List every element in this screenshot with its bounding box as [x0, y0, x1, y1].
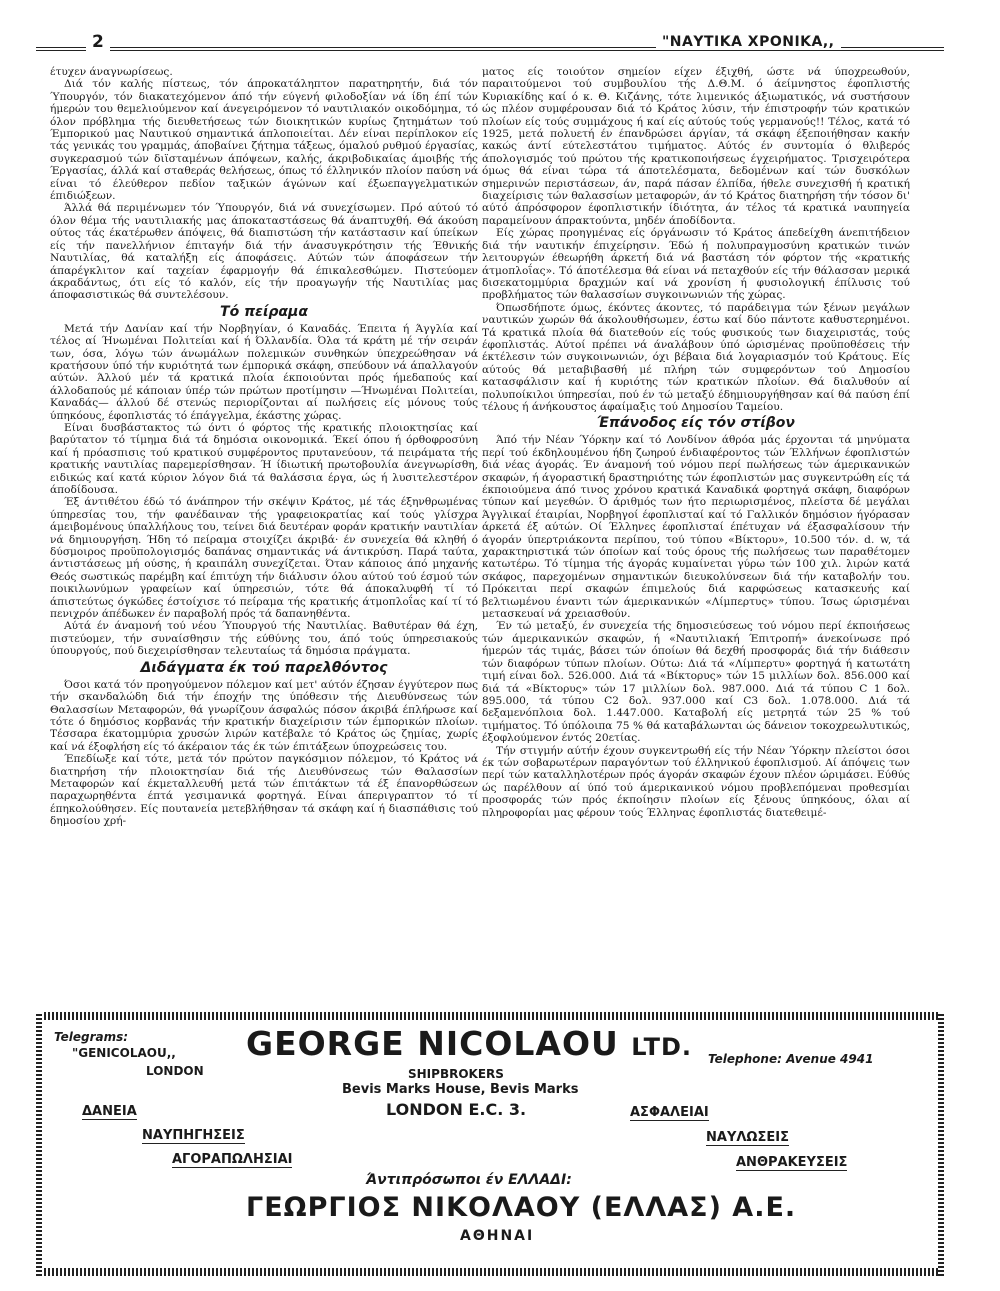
paragraph: Είναι δυσβάστακτος τώ όντι ό φόρτος τής κρατικής πλοιοκτησίας καί βαρύτατον τό τίμημα διά τά δημόσια οικονομικά. Έκεί όπου ή όρθοφροσύνη καί ή πρόασπισις τού κρατικού συμφέροντος πρυτανεύουν, τά πειράματα τής κρατικής ναυτιλίας παρεμερίσθησαν. Ή ίδιωτική πρωτοβουλία άνεγνωρίσθη, ειδικώς καί κατά κύριον λόγον διά τά θαλάσσια έργα, ώς ή λυσιτελεστέρον άποδίδουσα. [50, 421, 478, 496]
service-right: ΑΣΦΑΛΕΙΑΙ [630, 1105, 709, 1120]
paragraph: Μετά τήν Δανίαν καί τήν Νορβηγίαν, ό Καναδάς. Έπειτα ή Άγγλία καί τέλος αί Ήνωμέναι Πολιτείαι καί ή Όλλανδία. Όλα τά κράτη μέ τήν σειράν των, όσα, λόγω τών άνωμάλων πολεμικών συνθηκών ύπεχρεώθησαν νά κρατήσουν ύπό τήν κυριότητά των έμπορικά σκάφη, σπεύδουν νά άπαλλαγούν αύτών. Άλλού μέν τά κρατικά πλοία έκποιούνται πρός ήμεδαπούς καί άλλοδαπούς μέ κάποιαν ύπέρ τών πρώτων προτίμησιν —Ήνωμέναι Πολιτείαι, Καναδάς— άλλού δέ στενώς περιορίζονται αί πωλήσεις είς μόνους τούς ύπηκόους, έφοπλιστάς τό έπάγγελμα, έκάστης χώρας. [50, 322, 478, 422]
service-right: ΝΑΥΛΩΣΕΙΣ [706, 1130, 789, 1145]
left-column [50, 66, 478, 1006]
representatives-label: Άντιπρόσωποι έν ΕΛΛΑΔΙ: [366, 1172, 572, 1188]
right-column [482, 66, 910, 1006]
greek-company-name: ΓΕΩΡΓΙΟΣ ΝΙΚΟΛΑΟΥ (ΕΛΛΑΣ) Α.Ε. [246, 1192, 797, 1223]
company-name [246, 1024, 692, 1063]
company-name-text: GEORGE NICOLAOU [246, 1024, 619, 1063]
company-address: Bevis Marks House, Bevis Marks [342, 1082, 579, 1097]
paragraph: Έπεδίωξε καί τότε, μετά τόν πρώτον παγκόσμιον πόλεμον, τό Κράτος νά διατηρήση τήν πλοιοκτησίαν διά τής Διευθύνσεως τών Θαλασσίων Μεταφορών καί έκμεταλλευθή μετά τών έπιτάκτων τά έξ έπανορθώσεων παραχωρηθέντα έπτά γεσιμανικά φορτηγά. Είναι άπεριγραπτον τό τί έπηκολούθησεν. Είς πουτανεία μετεβλήθησαν τά σκάφη καί ή διασπάθισις τού δημοσίου χρή- [50, 753, 478, 828]
advertisement [36, 1012, 944, 1282]
paragraph: Άπό τήν Νέαν Ύόρκην καί τό Λονδίνον άθρόα μάς έρχονται τά μηνύματα περί τού έκδηλουμένου ήδη ζωηρού ένδιαφέροντος τών Έλλήνων έφοπλιστών διά νέας άγοράς. Έν άναμονή τού νόμου περί πωλήσεως τών άμερικανικών σκαφών, ή άγοραστική δραστηριότης τών έφοπλιστών μας συγκεντρώθη είς τά έκποιούμενα άπό τινος χρόνου κρατικά Καναδικά φορτηγά σκάφη, διαφόρων τύπων καί μεγεθών. Ό άριθμός των ήτο περιωρισμένος, πλείστα δέ μεγάλαι Άγγλικαί έταιρίαι, Νορβηγοί έφοπλισταί καί τό Γαλλικόν δημόσιον ήγόρασαν άρκετά έξ αύτών. Οί Έλληνες έφοπλισταί έπέτυχαν νά έξασφαλίσουν τήν άγοράν ύπερτριάκοντα περίπου, τού τύπου «Βίκτορυ», 10.500 τόν. d. w, τά χαρακτηριστικά τών όποίων καί τούς όρους τής πωλήσεως των παραθέτομεν κατωτέρω. Τό τίμημα τής άγοράς κυμαίνεται γύρω τών 100 χιλ. λιρών κατά σκάφος, παρεχομένων σημαντικών διευκολύνσεων διά τήν καταβολήν του. Πρόκειται περί σκαφών έπιμελούς διά καρφώσεως κατασκευής καί βελτιωμένου έναντι τών άμερικανικών «Λίμπερτυς» τύπου. Ίσως ώρισμέναι μετασκευαί νά χρειασθούν. [482, 434, 910, 621]
paragraph: Αύτά έν άναμονή τού νέου Ύπουργού τής Ναυτιλίας. Βαθυτέραν θά έχη, πιστεύομεν, τήν συναίσθησιν τής εύθύνης του, άπό τούς ύπηρεσιακούς ύπουργούς, πού διεχειρίσθησαν τελευταίως τά δημόσια πράγματα. [50, 620, 478, 658]
service-left: ΑΓΟΡΑΠΩΛΗΣΙΑΙ [172, 1152, 293, 1167]
telegrams-city: LONDON [146, 1064, 204, 1078]
paragraph: Είς χώρας προηγμένας είς όργάνωσιν τό Κράτος άπεδείχθη άνεπιτήδειον διά τήν ναυτικήν έπιχείρησιν. Έδώ ή πολυπραγμοσύνη κρατικών τινών λειτουργών έθεωρήθη άρκετή διά νά βαστάση τόν φόρτον τής «κρατικής άτμοπλοΐας». Τό άποτέλεσμα θά είναι νά πεταχθούν είς τήν θάλασσαν μερικά δισεκατομμύρια δραχμών καί νά χρονίση ή φυσιολογική έπίλυσις τού προβλήματος τών θαλασσίων συγκοινωνιών τής χώρας. [482, 227, 910, 302]
paragraph: Όπωσδήποτε όμως, έκόντες άκοντες, τό παράδειγμα τών ξένων μεγάλων ναυτικών χωρών θά άκολουθήσωμεν, έστω καί δύο πάντοτε καθυστερημένοι. Τά κρατικά πλοία θά διατεθούν είς τούς φυσικούς των διαχειριστάς, τούς έφοπλιστάς. Αύτοί πρέπει νά άναλάβουν ύπό ώρισμένας προϋποθέσεις τήν έκτέλεσιν τών συγκοινωνιών, όχι βέβαια διά λογαριασμόν τού Κράτους. Είς αύτούς θά μεταβιβασθή μέ πλήρη τών συμφερόντων τού Δημοσίου κατασφάλισιν καί ή κυριότης τών κρατικών πλοίων. Θά διαλυθούν αί πολυποίκιλοι ύπηρεσίαι, πού έν τώ μεταξύ έδημιουργήθησαν καί θά παύση έπί τέλους ή άνήκουστος άφαίμαξις τού Δημοσίου Ταμείου. [482, 301, 910, 413]
service-right: ΑΝΘΡΑΚΕΥΣΕΙΣ [736, 1155, 848, 1170]
greek-company-city: ΑΘΗΝΑΙ [460, 1228, 535, 1244]
page-number: 2 [86, 32, 110, 52]
business-type: SHIPBROKERS [408, 1067, 504, 1081]
ad-border [938, 1012, 944, 1276]
service-left: ΝΑΥΠΗΓΗΣΕΙΣ [142, 1128, 245, 1143]
paragraph: Διά τόν καλής πίστεως, τόν άπροκατάληπτον παρατηρητήν, διά τόν Ύπουργόν, τόν διακατεχόμενον άπό τήν εύγενή φιλοδοξίαν νά ίδη έπί τών ήμερών του θεμελιούμενον καί άνεγειρόμενον τό ναυτιλιακόν οικοδόμημα, τό όλον πρόβλημα τής διευθετήσεως τών διοικητικών κυρίως ζητημάτων τού Έμπορικού μας Ναυτικού σημαντικά άπλοποιείται. Δέν είναι περίπλοκον είς τάς γενικάς του γραμμάς, άποβαίνει ζήτημα τάξεως, όμαλού ρυθμού έργασίας, συγκερασμού τών διϊσταμένων άπόψεων, καλής, άκριβοδικαίας άμοιβής τής Έργασίας, άλλά καί σταθεράς θελήσεως, όπως τό έλληνικόν πλοίον παύση νά είναι τό έλεύθερον πεδίον ταξικών άγώνων καί έξωεπαγγελματικών έπιδιώξεων. [50, 78, 478, 203]
service-left: ΔΑΝΕΙΑ [82, 1104, 137, 1119]
section-heading: Έπάνοδος είς τόν στίβον [597, 415, 795, 432]
company-suffix: LTD. [631, 1033, 693, 1061]
ad-border [36, 1012, 42, 1276]
ad-border [36, 1268, 944, 1276]
paragraph: Τήν στιγμήν αύτήν έχουν συγκεντρωθή είς τήν Νέαν Ύόρκην πλείστοι όσοι έκ τών σοβαρωτέρων παραγόντων τού έλληνικού έφοπλισμού. Αί άπόψεις των περί τών καταλληλοτέρων πρός άγοράν σκαφών έχουν πλέον ώριμάσει. Εύθύς ώς παρέλθουν αί ύπό τού άμερικανικού νόμου προβλεπόμεναι προθεσμίαι προσφοράς τών πρός έκποίησιν πλοίων είς ξένους ύπηκόους, όλαι αί πληροφορίαι μας φέρουν τούς Έλληνας έφοπλιστάς διατεθειμέ- [482, 744, 910, 819]
page-header [36, 34, 944, 56]
section-heading: Διδάγματα έκ τού παρελθόντος [140, 659, 388, 676]
publication-title: "ΝΑΥΤΙΚΑ ΧΡΟΝΙΚΑ,, [656, 34, 841, 50]
section-heading: Τό πείραμα [220, 303, 308, 320]
paragraph: ματος είς τοιούτον σημείον είχεν έξιχθή, ώστε νά ύποχρεωθούν, παραιτούμενοι τού συμβουλίου τής Δ.Θ.Μ. ό άείμνηστος έφοπλιστής Κυριακίδης καί ό κ. Θ. Κιζάνης, τότε λιμενικός άξιωματικός, νά συστήσουν ώς πλέον συμφέρουσαν διά τό Κράτος λύσιν, τήν έπιστροφήν τών κρατικών πλοίων είς τούς συμμάχους ή καί είς αύτούς τούς γερμανούς!! Τέλος, κατά τό 1925, μετά πολυετή έν έπανδρώσει άργίαν, τά σκάφη έξεποιήθησαν κακήν κακώς άντί εύτελεστάτου τιμήματος. Αύτός έν συντομία ό θλιβερός άπολογισμός τού πρώτου τής κρατικοποιήσεως έγχειρήματος. Τρισχειρότερα όμως θά είναι τώρα τά άποτελέσματα, δεδομένων καί τών δυσκόλων σημερινών περιστάσεων, άν, παρά πάσαν έλπίδα, ήθελε συνεχισθή ή κρατική διαχείρισις τών θαλασσίων μεταφορών, άν τό Κράτος διατηρήση τήν τόσον δι' αύτό άπρόσφορον έφοπλιστικήν ίδιότητα, άν τέλος τά κρατικά ναυπηγεία παραμείνουν άπρακτούντα, μηδέν άποδίδοντα. [482, 66, 910, 227]
paragraph: Έν τώ μεταξύ, έν συνεχεία τής δημοσιεύσεως τού νόμου περί έκποιήσεως τών άμερικανικών σκαφών, ή «Ναυτιλιακή Έπιτροπή» άνεκοίνωσε πρό ήμερών τάς τιμάς, βάσει τών όποίων θά δεχθή προσφοράς διά τήν διάθεσιν τών διαφόρων τύπων πλοίων. Ούτω: Διά τά «Λίμπερτυ» φορτηγά ή κατωτάτη τιμή είναι δολ. 526.000. Διά τά «Βίκτορυς» τών 15 μιλλίων δολ. 856.000 καί διά τά «Βίκτορυς» τών 17 μιλλίων δολ. 987.000. Διά τά τύπου C 1 δολ. 895.000, τά τύπου C2 δολ. 937.000 καί C3 δολ. 1.078.000. Διά τά δεξαμενόπλοια δολ. 1.447.000. Καταβολή είς μετρητά τών 25 % τού τιμήματος. Τό ύπόλοιπα 75 % θά καταβάλωνται ώς δάνειον τοκοχρεωλυτικώς, έξοφλούμενον έντός 20ετίας. [482, 620, 910, 745]
telegrams-address: "GENICOLAOU,, [72, 1046, 176, 1060]
paragraph: Άλλά θά περιμένωμεν τόν Ύπουργόν, διά νά συνεχίσωμεν. Πρό αύτού τό όλον θέμα τής ναυτιλιακής μας άποκαταστάσεως θά άναπτυχθή. Θά άκούση ούτος τάς έκατέρωθεν άπόψεις, θά διαπιστώση τήν κατάστασιν καί ύπείκων είς τήν πανελλήνιον έπιταγήν διά τήν άνασυγκρότησιν τής Έθνικής Ναυτιλίας, θά καταλήξη είς άποφάσεις. Αύτών τών άποφάσεων τήν άπαρέγκλιτον καί ταχείαν έφαρμογήν θά έπικαλεσθώμεν. Πιστεύομεν άκραδάντως, ότι είς τό καλόν, είς τήν προαγωγήν τής Ναυτιλίας μας άποφασιστικώς θά συντελέσουν. [50, 202, 478, 302]
paragraph: Έξ άντιθέτου έδώ τό άνάπηρον τήν σκέψιν Κράτος, μέ τάς έξηνθρωμένας ύπηρεσίας του, τήν φανέδαιναν τής γραφειοκρατίας καί τούς γλίσχρα άμειβομένους ύπαλλήλους του, τείνει διά δευτέραν φοράν κρατικήν ναυτιλίαν νά δημιουργήση. Ήδη τό πείραμα στοιχίζει άκριβά· έν συνεχεία θά κληθή ό δύσμοιρος προϋπολογισμός δαπάνας σημαντικάς νά άντικρύση. Παρά ταύτα, άντιστάσεως μή ούσης, ή κραιπάλη συνεχίζεται. Όταν κάποιος άπό μηχανής Θεός σωστικώς παρέμβη καί έπιτύχη τήν διάλυσιν όλου αύτού τού έσμού τών ποικιλωνύμων γραφείων καί ύπηρεσιών, τότε θά άποκαλυφθή τί τό άπιστεύτως όγκώδες έστοίχισε τό πείραμα τής κρατικής άτμοπλοΐας καί τί τό πενιχρόν άπέδωκεν έν παραβολή πρός τά δαπανηθέντα. [50, 496, 478, 621]
paragraph: έτυχεν άναγνωρίσεως. [50, 66, 173, 78]
paragraph: Όσοι κατά τόν προηγούμενον πόλεμον καί μετ' αύτόν έζησαν έγγύτερον πως τήν σκανδαλώδη διά τήν έποχήν της ύπόθεσιν τής Διευθύνσεως τών Θαλασσίων Μεταφορών, θά γνωρίζουν άσφαλώς πόσον άκριβά έπλήρωσε καί τότε ό δημόσιος κορβανάς τήν κρατικήν διαχείρισιν τών έμπορικών πλοίων. Τέσσαρα έκατομμύρια χρυσών λιρών κατέβαλε τό Κράτος ώς ζημίας, χωρίς καί νά έξοφλήση είς τό άκέραιον τάς έκ τών έπιτάξεων ύποχρεώσεις του. [50, 678, 478, 753]
telephone: Telephone: Avenue 4941 [708, 1052, 874, 1066]
company-city: LONDON E.C. 3. [386, 1100, 527, 1119]
ad-border [36, 1012, 944, 1020]
telegrams-label: Telegrams: [54, 1030, 129, 1044]
